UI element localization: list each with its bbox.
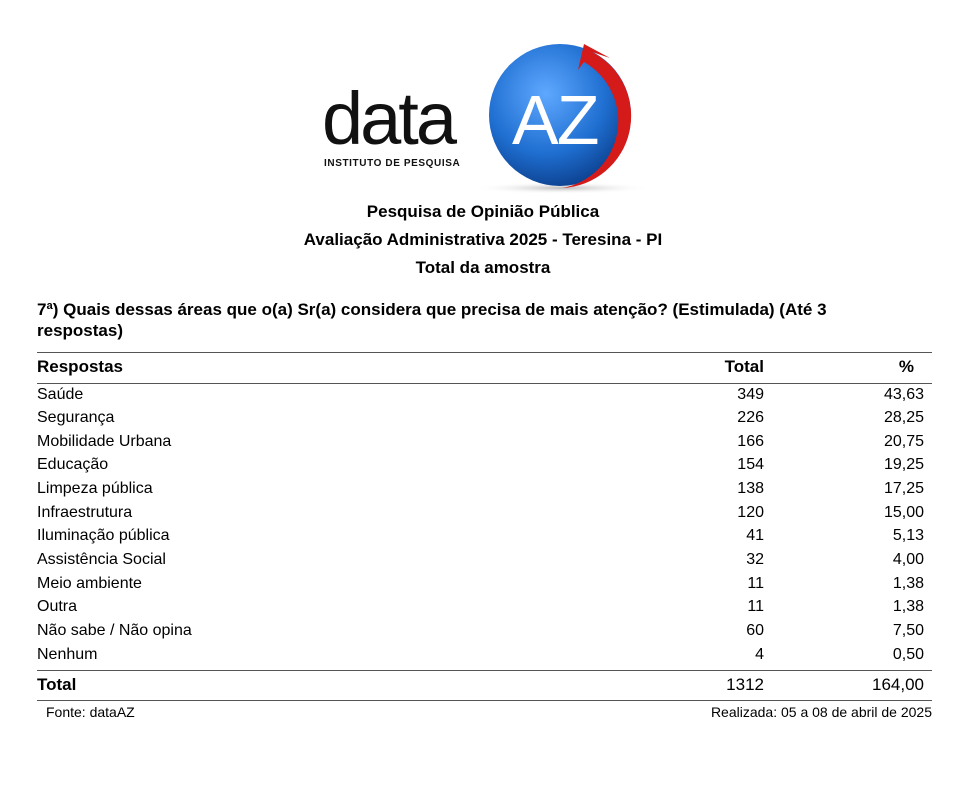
logo-wordmark: data: [322, 77, 455, 160]
row-label: Assistência Social: [37, 551, 166, 568]
table-row: [0, 409, 966, 432]
row-percent: 19,25: [883, 456, 924, 473]
row-total: 11: [747, 598, 764, 615]
row-total: 32: [746, 551, 764, 568]
fieldwork-date: Realizada: 05 a 08 de abril de 2025: [710, 704, 932, 720]
divider: [37, 700, 932, 701]
row-percent: 43,63: [883, 386, 924, 403]
row-label: Iluminação pública: [37, 527, 170, 544]
row-percent: 15,00: [883, 504, 924, 521]
table-row: [0, 598, 966, 621]
divider: [37, 352, 932, 353]
logo-tagline: INSTITUTO DE PESQUISA: [324, 158, 461, 169]
row-total: 120: [737, 504, 764, 521]
row-percent: 1,38: [892, 598, 924, 615]
row-percent: 28,25: [883, 409, 924, 426]
row-total: 4: [755, 646, 764, 663]
dataaz-logo: [322, 40, 644, 196]
row-label: Meio ambiente: [37, 575, 142, 592]
column-header-total: Total: [724, 357, 764, 376]
table-row: [0, 527, 966, 550]
column-header-percent: %: [898, 357, 914, 376]
table-header-row: [0, 357, 966, 380]
row-percent: 4,00: [892, 551, 924, 568]
row-label: Limpeza pública: [37, 480, 153, 497]
row-label: Segurança: [37, 409, 115, 426]
table-row: [0, 646, 966, 669]
table-row: [0, 480, 966, 503]
row-total: 349: [737, 386, 764, 403]
row-label: Mobilidade Urbana: [37, 433, 172, 450]
row-label: Educação: [37, 456, 109, 473]
row-total: 138: [737, 480, 764, 497]
row-percent: 5,13: [892, 527, 924, 544]
column-header-responses: Respostas: [37, 357, 123, 376]
table-row: [0, 504, 966, 527]
row-total: 60: [746, 622, 764, 639]
row-percent: 7,50: [892, 622, 924, 639]
row-total: 154: [737, 456, 764, 473]
row-label: Infraestrutura: [37, 504, 133, 521]
row-total: 11: [747, 575, 764, 592]
total-label: Total: [37, 675, 77, 694]
row-label: Outra: [37, 598, 78, 615]
row-total: 166: [737, 433, 764, 450]
total-count: 1312: [726, 675, 764, 694]
row-total: 41: [746, 527, 764, 544]
row-percent: 0,50: [892, 646, 924, 663]
row-percent: 17,25: [883, 480, 924, 497]
total-percent: 164,00: [872, 675, 924, 694]
survey-title: Pesquisa de Opinião Pública: [366, 202, 600, 221]
sample-label: Total da amostra: [415, 258, 551, 277]
row-label: Saúde: [37, 386, 84, 403]
table-row: [0, 456, 966, 479]
row-label: Não sabe / Não opina: [37, 622, 192, 639]
table-row: [0, 551, 966, 574]
question-text: 7ª) Quais dessas áreas que o(a) Sr(a) considera que precisa de mais atenção? (Estimulada) (Até 3 respostas): [37, 300, 827, 340]
table-total-row: [0, 675, 966, 698]
divider: [37, 670, 932, 671]
logo-emblem-text: AZ: [512, 81, 598, 159]
table-row: [0, 433, 966, 456]
source-note: Fonte: dataAZ: [46, 704, 135, 720]
table-row: [0, 575, 966, 598]
row-label: Nenhum: [37, 646, 98, 663]
table-row: [0, 386, 966, 409]
survey-subtitle: Avaliação Administrativa 2025 - Teresina - PI: [303, 230, 663, 249]
row-total: 226: [737, 409, 764, 426]
row-percent: 20,75: [883, 433, 924, 450]
divider: [37, 383, 932, 384]
row-percent: 1,38: [892, 575, 924, 592]
table-row: [0, 622, 966, 645]
